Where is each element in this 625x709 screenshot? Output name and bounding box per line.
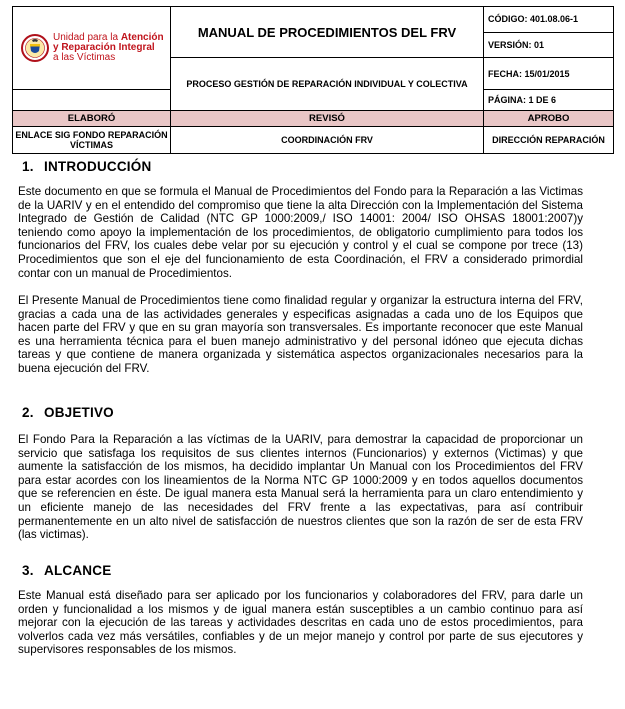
document-title: MANUAL DE PROCEDIMIENTOS DEL FRV xyxy=(171,7,484,58)
role-aprobo: APROBO xyxy=(484,111,614,127)
reviso-value: COORDINACIÓN FRV xyxy=(171,127,484,154)
elaboro-value: ENLACE SIG FONDO REPARACIÓN VÍCTIMAS xyxy=(13,127,171,154)
objetivo-paragraph: El Fondo Para la Reparación a las víctimas de la UARIV, para demostrar la capacidad de proporcionar un servicio que satisfaga los requisitos de sus clientes internos (Funcionarios) y externos (Victimas) y que aumente la satisfacción de los mismos, ha decidido implantar Un Manual con los Procedimientos del FRV para estar acordes con los lineamientos de la Norma NTC GP 1000:2009 y en todos aquellos documentos que se referencien en éste. De igual manera esta Manual será la herramienta para un claro entendimiento y un eficiente manejo de las necesidades del FRV frente a las expectativas, para así contribuir permanentemente en un alto nivel de satisfacción de nuestros clientes que son la razón de ser de esta FRV (las victimas). xyxy=(18,433,583,542)
process-name: PROCESO GESTIÓN DE REPARACIÓN INDIVIDUAL Y COLECTIVA xyxy=(171,58,484,111)
section-heading-objetivo: 2. OBJETIVO xyxy=(22,405,114,420)
document-version: VERSIÓN: 01 xyxy=(484,32,614,58)
alcance-paragraph: Este Manual está diseñado para ser aplicado por los funcionarios y colaboradores del FRV, para darle un orden y funcionalidad a los mismos y de igual manera están susceptibles a un cambio continuo para así mejorar con la ejecución de las tareas y actividades descritas en cada uno de estos procedimientos, para volverlos cada vez más versátiles, confiables y de un mejor manejo y control por parte de sus ejecutores y supervisores responsables de los mismos. xyxy=(18,589,583,657)
document-code: CÓDIGO: 401.08.06-1 xyxy=(484,7,614,33)
intro-paragraph-1: Este documento en que se formula el Manual de Procedimientos del Fondo para la Reparación a las Victimas de la UARIV y en el entendido del compromiso que tiene la alta Dirección con la Implementación del Sistema Integrado de Gestión de Calidad (NTC GP 1000:2009,/ ISO 14001: 2004/ ISO OHSAS 18001:2007)y teniendo como apoyo la implementación de los procedimientos, de obligatorio cumplimiento para todos los funcionarios del FRV, los cuales debe velar por su ejecución y control y el cual se compone por trece (13) Procedimientos que son el eje del funcionamiento de esta Coordinación, el FRV a considerado primordial contar con un manual de Procedimientos. xyxy=(18,185,583,280)
document-header-table xyxy=(12,6,614,154)
section-heading-alcance: 3. ALCANCE xyxy=(22,563,112,578)
agency-logo-text: Unidad para la Atención y Reparación Integral a las Víctimas xyxy=(53,32,164,63)
section-heading-introduccion: 1. INTRODUCCIÓN xyxy=(22,159,152,174)
aprobo-value: DIRECCIÓN REPARACIÓN xyxy=(484,127,614,154)
intro-paragraph-2: El Presente Manual de Procedimientos tiene como finalidad regular y organizar la estructura interna del FRV, gracias a cada una de las actividades generales y especificas asignadas a cada uno de los Equipos que hacen parte del FRV y que en su gran mayoría son transversales. Es importante reconocer que este Manual es una herramienta técnica para el buen manejo administrativo y del personal idóneo que ejecuta dichas tareas y que contiene de manera organizada y sistemática aspectos organizacionales necesarios para la buena ejecución del FRV. xyxy=(18,294,583,375)
role-elaboro: ELABORÓ xyxy=(13,111,171,127)
page-number: PÁGINA: 1 DE 6 xyxy=(484,90,614,111)
logo-cell xyxy=(13,7,171,90)
role-reviso: REVISÓ xyxy=(171,111,484,127)
logo-cell-spacer xyxy=(13,90,171,111)
colombia-seal-icon xyxy=(21,34,49,62)
document-date: FECHA: 15/01/2015 xyxy=(484,58,614,90)
